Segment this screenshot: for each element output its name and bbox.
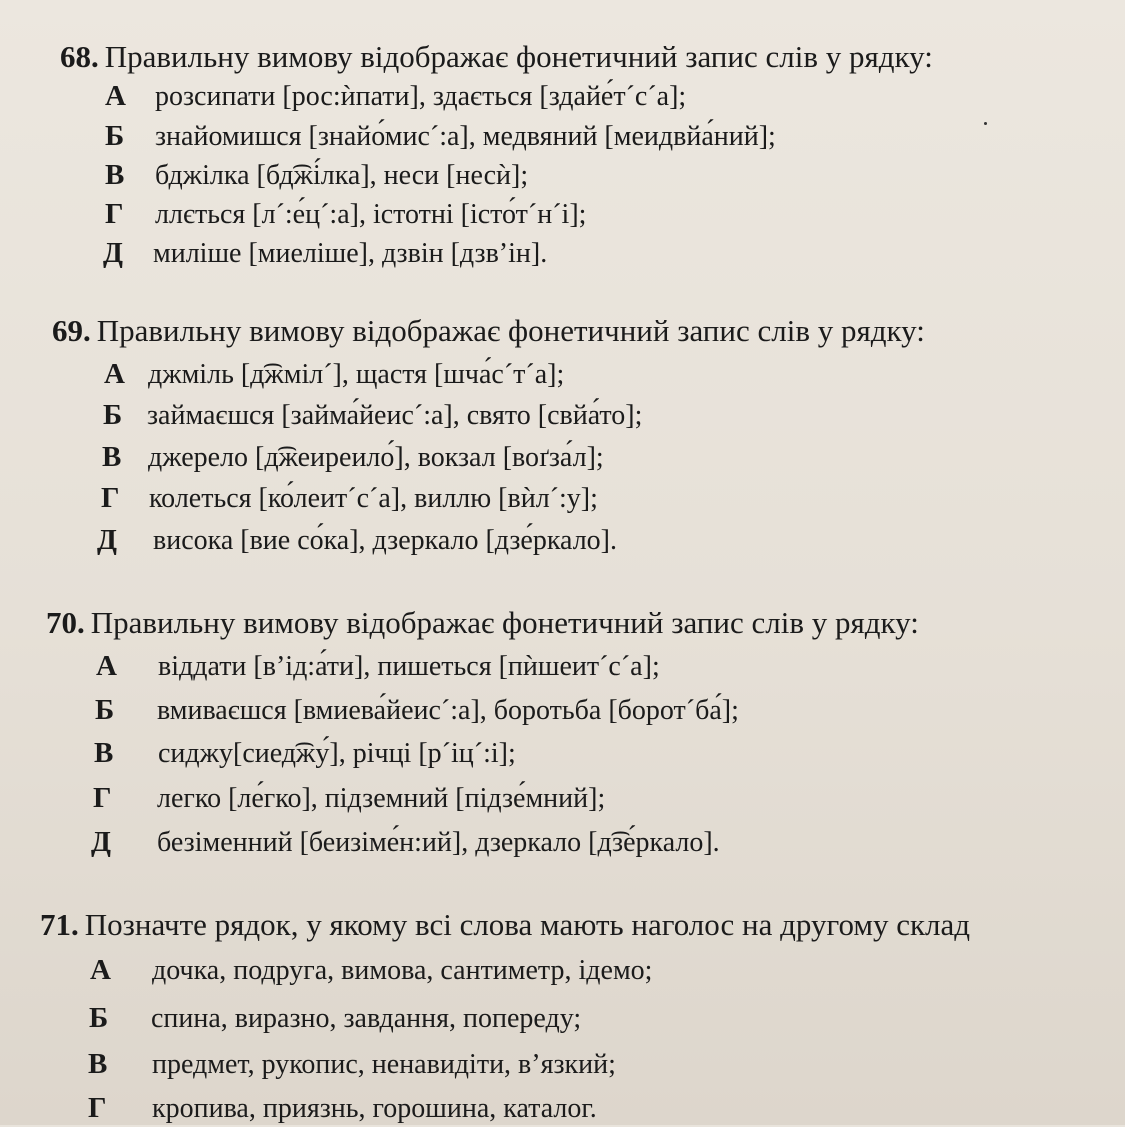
option-text: легко [ле́гко], підземний [підзе́мний]; xyxy=(157,783,606,814)
option-letter: А xyxy=(104,358,125,390)
option-70-h xyxy=(93,780,605,817)
option-letter: Г xyxy=(93,782,112,814)
option-text: джерело [д͡жеиреило́], вокзал [воґза́л]; xyxy=(148,442,604,473)
question-number: 71. xyxy=(40,907,79,942)
question-prompt: Правильну вимову відображає фонетичний запис слів у рядку: xyxy=(90,605,919,640)
option-70-b xyxy=(95,692,739,729)
option-71-h xyxy=(88,1090,597,1127)
option-70-a xyxy=(96,648,660,685)
option-text: безіменний [беизіме́н:ий], дзеркало [д͡зе́ркало]. xyxy=(157,827,720,858)
option-69-b xyxy=(103,397,642,434)
option-letter: Г xyxy=(101,482,120,514)
option-text: джміль [д͡жміл´], щастя [шча́с´т´а]; xyxy=(148,359,565,390)
option-letter: Б xyxy=(105,120,125,152)
question-69-heading xyxy=(52,312,925,350)
option-71-v xyxy=(88,1046,616,1083)
option-68-a xyxy=(105,78,686,115)
option-69-h xyxy=(101,480,598,517)
option-letter: Г xyxy=(105,198,124,230)
question-number: 70. xyxy=(46,605,85,640)
option-68-b xyxy=(105,118,776,155)
option-text: спина, виразно, завдання, попереду; xyxy=(151,1003,582,1034)
option-text: займаєшся [займа́йеис´:а], свято [свйа́то]; xyxy=(147,400,643,431)
option-letter: Д xyxy=(91,826,111,858)
option-letter: Б xyxy=(103,399,123,431)
option-70-v xyxy=(94,735,516,772)
option-69-a xyxy=(104,356,564,393)
option-text: висока [вие со́ка], дзеркало [дзе́ркало]. xyxy=(153,525,618,556)
option-text: дочка, подруга, вимова, сантиметр, ідемо; xyxy=(152,955,653,986)
option-text: віддати [в’ід:а́ти], пишеться [пѝшеит´с´а]; xyxy=(158,651,660,682)
option-letter: Б xyxy=(95,694,115,726)
option-69-d xyxy=(97,522,617,559)
pencil-dot-mark xyxy=(984,122,987,125)
option-71-a xyxy=(90,952,652,989)
option-letter: В xyxy=(88,1048,108,1080)
option-letter: Д xyxy=(97,524,117,556)
option-68-v xyxy=(105,157,528,194)
option-letter: А xyxy=(96,650,117,682)
option-text: вмиваєшся [вмиева́йеис´:а], боротьба [борот´ба́]; xyxy=(157,695,739,726)
option-text: кропива, приязнь, горошина, каталог. xyxy=(152,1093,597,1124)
question-68-heading xyxy=(60,38,933,76)
option-text: предмет, рукопис, ненавидіти, в’язкий; xyxy=(152,1049,616,1080)
option-70-d xyxy=(91,824,720,861)
option-71-b xyxy=(89,1000,581,1037)
question-prompt: Позначте рядок, у якому всі слова мають наголос на другому склад xyxy=(84,907,971,942)
question-number: 69. xyxy=(52,313,91,348)
option-text: колеться [ко́леит´с´а], виллю [вѝл´:у]; xyxy=(149,483,598,514)
question-number: 68. xyxy=(60,39,99,74)
option-letter: В xyxy=(105,159,125,191)
option-letter: Б xyxy=(89,1002,109,1034)
question-70-heading xyxy=(46,604,919,642)
question-prompt: Правильну вимову відображає фонетичний запис слів у рядку: xyxy=(96,313,925,348)
question-71-heading xyxy=(40,906,970,944)
option-letter: Г xyxy=(88,1092,107,1124)
question-prompt: Правильну вимову відображає фонетичний запис слів у рядку: xyxy=(104,39,933,74)
option-text: бджілка [бд͡жі́лка], неси [несѝ]; xyxy=(155,160,529,191)
option-text: розсипати [рос:ѝпати], здається [здайе́т´с´а]; xyxy=(155,81,687,112)
option-text: сиджу[сиед͡жу́], річці [р´іц´:і]; xyxy=(158,738,516,769)
option-letter: Д xyxy=(103,237,123,269)
option-text: миліше [миеліше], дзвін [дзв’ін]. xyxy=(153,238,548,269)
option-69-v xyxy=(102,439,604,476)
option-text: ллється [л´:е́ц´:а], істотні [істо́т´н´і]; xyxy=(155,199,587,230)
option-letter: А xyxy=(105,80,126,112)
option-68-h xyxy=(105,196,586,233)
option-letter: В xyxy=(102,441,122,473)
option-68-d xyxy=(103,235,547,272)
option-letter: А xyxy=(90,954,111,986)
option-letter: В xyxy=(94,737,114,769)
option-text: знайомишся [знайо́мис´:а], медвяний [меидвйа́ний]; xyxy=(155,121,776,152)
